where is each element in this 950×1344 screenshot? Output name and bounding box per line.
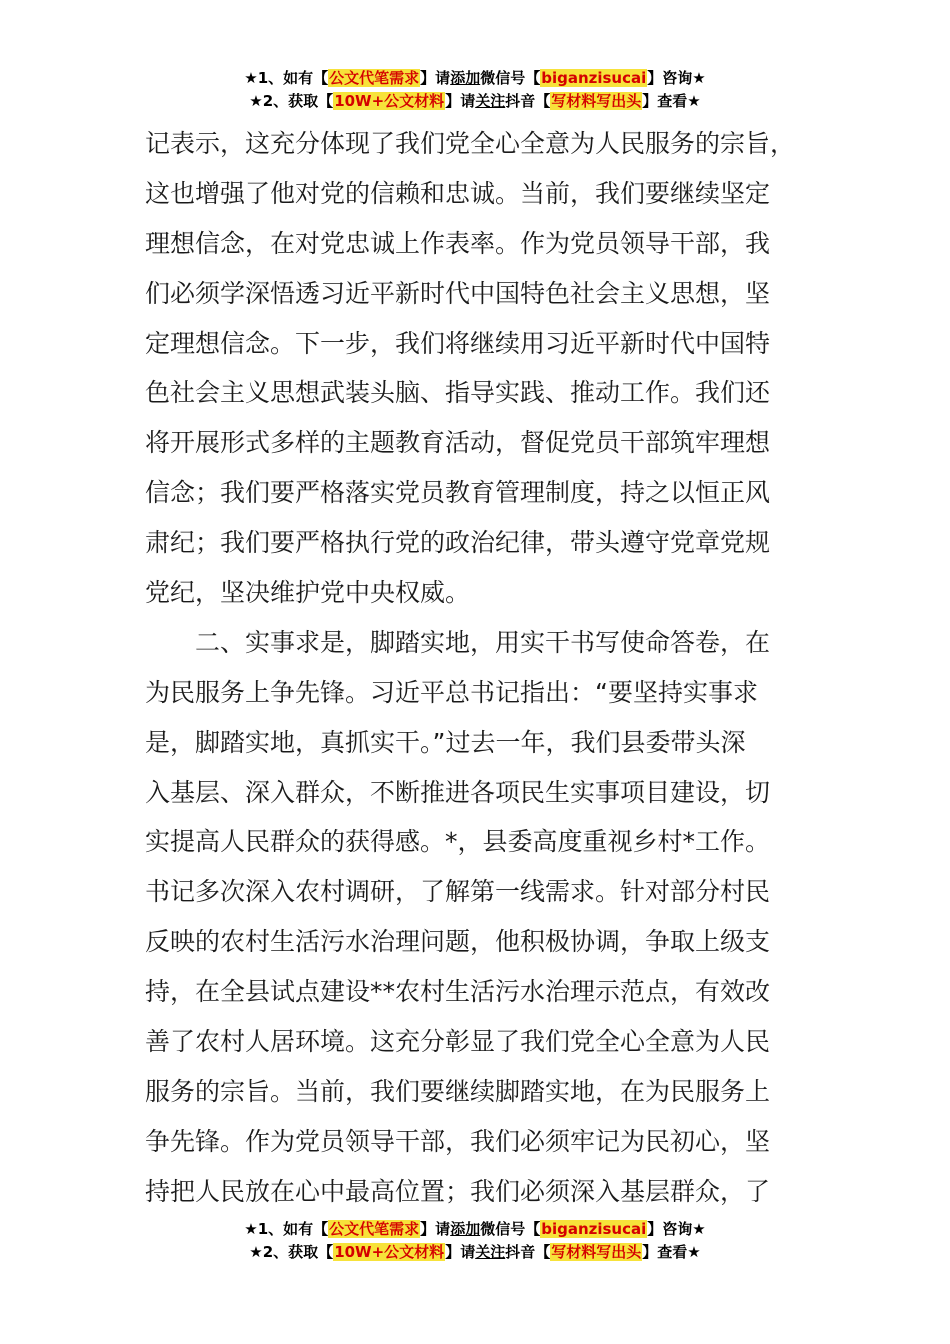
banner-text: 】请: [445, 92, 476, 110]
text-line: 肃纪；我们要严格执行党的政治纪律，带头遵守党章党规: [145, 528, 771, 558]
text-line: 记表示，这充分体现了我们党全心全意为人民服务的宗旨，: [145, 129, 796, 158]
highlight-douyin-id: 写材料写出头: [551, 1243, 642, 1261]
text-line: 善了农村人居环境。这充分彰显了我们党全心全意为人民: [145, 1027, 771, 1057]
banner-text: 微信号【: [480, 1220, 541, 1238]
text-line: 将开展形式多样的主题教育活动，督促党员干部筑牢理想: [145, 428, 771, 458]
banner-text: 抖音【: [505, 92, 551, 110]
banner-text: 】咨询★: [647, 1220, 706, 1238]
document-body: [145, 119, 805, 1217]
highlight-wechat-id: biganzisucai: [541, 1220, 647, 1238]
text-line: 党纪，坚决维护党中央权威。: [145, 578, 471, 608]
text-line: 理想信念，在对党忠诚上作表率。作为党员领导干部，我: [145, 228, 771, 258]
text-line: 实提高人民群众的获得感。*，县委高度重视乡村*工作。: [145, 827, 771, 857]
highlight-materials: 10W+公文材料: [334, 1243, 445, 1261]
highlight-service: 公文代笔需求: [329, 1220, 420, 1238]
banner-line-2: [0, 1241, 950, 1264]
banner-text: 】请: [420, 69, 451, 87]
banner-line-2: [0, 90, 950, 113]
text-line: 争先锋。作为党员领导干部，我们必须牢记为民初心，坚: [145, 1126, 771, 1156]
banner-text: ★2、获取【: [249, 92, 334, 110]
text-line: 服务的宗旨。当前，我们要继续脚踏实地，在为民服务上: [145, 1076, 771, 1106]
text-line: 色社会主义思想武装头脑、指导实践、推动工作。我们还: [145, 378, 771, 408]
footer-banner: [0, 1218, 950, 1264]
banner-text: ★1、如有【: [244, 1220, 329, 1238]
highlight-service: 公文代笔需求: [329, 69, 420, 87]
banner-text: 抖音【: [505, 1243, 551, 1261]
banner-line-1: [0, 1218, 950, 1241]
text-line: 们必须学深悟透习近平新时代中国特色社会主义思想，坚: [145, 278, 771, 308]
banner-text: 微信号【: [480, 69, 541, 87]
banner-line-1: [0, 67, 950, 90]
text-line: 定理想信念。下一步，我们将继续用习近平新时代中国特: [145, 328, 771, 358]
text-line: 反映的农村生活污水治理问题，他积极协调，争取上级支: [145, 927, 771, 957]
banner-text: 】请: [420, 1220, 451, 1238]
text-line: 信念；我们要严格落实党员教育管理制度，持之以恒正风: [145, 478, 771, 508]
text-line: 持把人民放在心中最高位置；我们必须深入基层群众，了: [145, 1176, 771, 1206]
highlight-wechat-id: biganzisucai: [541, 69, 647, 87]
banner-text: 】查看★: [642, 92, 701, 110]
banner-text: 】查看★: [642, 1243, 701, 1261]
banner-text: ★1、如有【: [244, 69, 329, 87]
banner-text-underlined: 关注: [475, 1243, 506, 1261]
text-line: 是，脚踏实地，真抓实干。”过去一年，我们县委带头深: [145, 727, 746, 757]
highlight-douyin-id: 写材料写出头: [551, 92, 642, 110]
header-banner: [0, 67, 950, 113]
banner-text-underlined: 添加: [450, 69, 481, 87]
section-heading-line: 二、实事求是，脚踏实地，用实干书写使命答卷，在: [145, 627, 771, 657]
highlight-materials: 10W+公文材料: [334, 92, 445, 110]
text-line: 书记多次深入农村调研，了解第一线需求。针对部分村民: [145, 877, 771, 907]
banner-text: 】请: [445, 1243, 476, 1261]
text-line: 持，在全县试点建设**农村生活污水治理示范点，有效改: [145, 977, 771, 1007]
text-line: 这也增强了他对党的信赖和忠诚。当前，我们要继续坚定: [145, 178, 771, 208]
banner-text: ★2、获取【: [249, 1243, 334, 1261]
banner-text: 】咨询★: [647, 69, 706, 87]
banner-text-underlined: 关注: [475, 92, 506, 110]
text-line: 入基层、深入群众，不断推进各项民生实事项目建设，切: [145, 777, 771, 807]
text-line: 为民服务上争先锋。习近平总书记指出：“要坚持实事求: [145, 677, 758, 707]
banner-text-underlined: 添加: [450, 1220, 481, 1238]
